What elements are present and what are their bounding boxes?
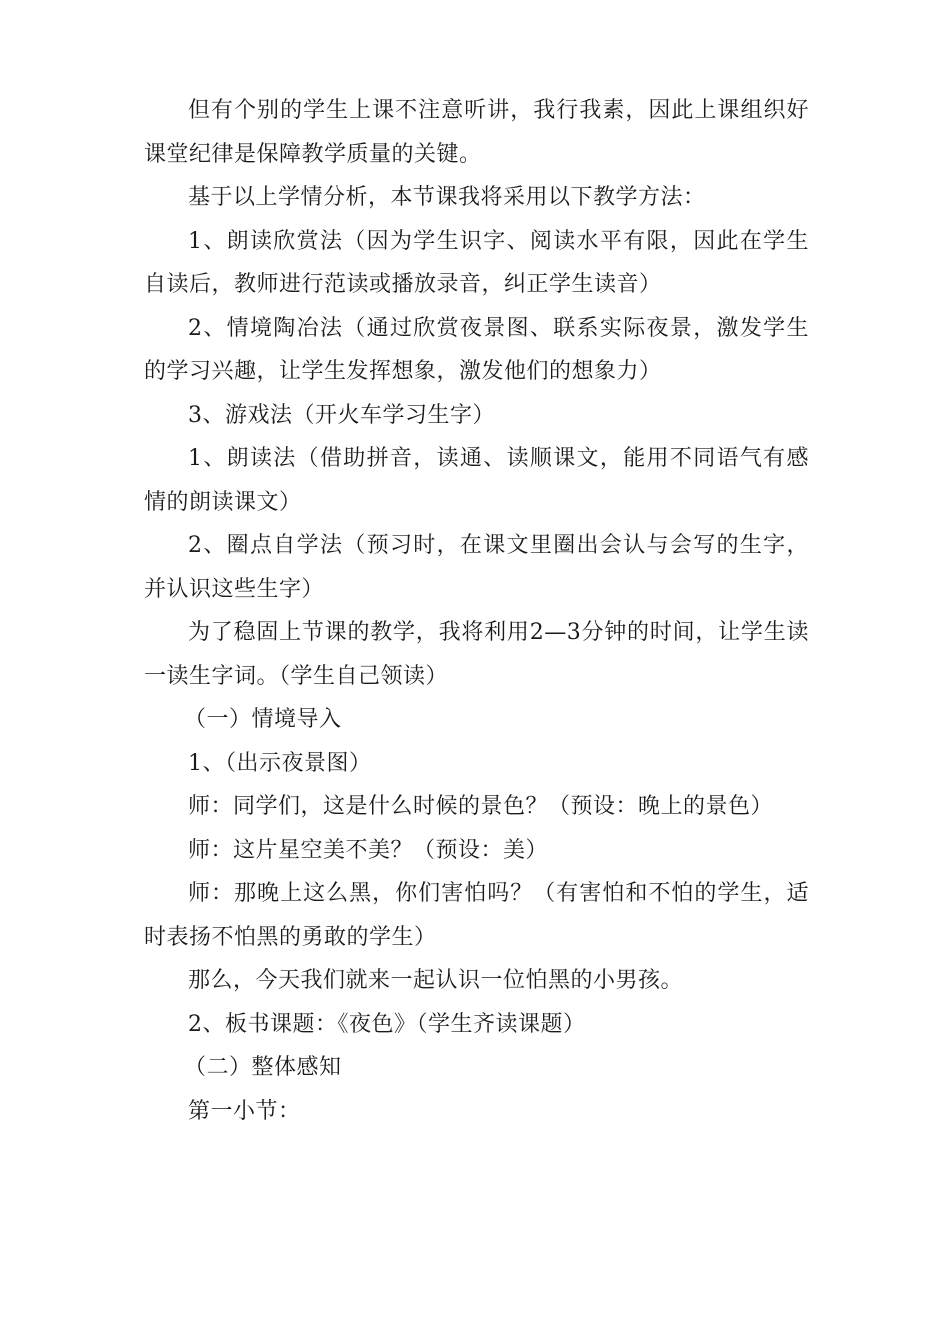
document-body bbox=[144, 89, 809, 1133]
paragraph-lesson-transition: 那么，今天我们就来一起认识一位怕黑的小男孩。 bbox=[188, 968, 684, 993]
paragraph-classroom-discipline: 但有个别的学生上课不注意听讲，我行我素，因此上课组织好课堂纪律是保障教学质量的关键。 bbox=[144, 98, 809, 167]
paragraph-method-reading-appreciation: 1、朗读欣赏法（因为学生识字、阅读水平有限，因此在学生自读后，教师进行范读或播放录音，纠正学生读音） bbox=[144, 228, 809, 297]
paragraph-method-situational: 2、情境陶冶法（通过欣赏夜景图、联系实际夜景，激发学生的学习兴趣，让学生发挥想象，激发他们的想象力） bbox=[144, 315, 809, 384]
dialogue-line-3: 师：那晚上这么黑，你们害怕吗？（有害怕和不怕的学生，适时表扬不怕黑的勇敢的学生） bbox=[144, 881, 809, 950]
section-heading-overall-perception: （二）整体感知 bbox=[184, 1055, 342, 1080]
paragraph-board-title: 2、板书课题：《夜色》（学生齐读课题） bbox=[188, 1011, 586, 1037]
paragraph-review: 为了稳固上节课的教学，我将利用2—3分钟的时间，让学生读一读生字词。（学生自己领读） bbox=[144, 620, 809, 689]
paragraph-methods-intro: 基于以上学情分析，本节课我将采用以下教学方法： bbox=[188, 185, 706, 210]
dialogue-line-1: 师：同学们，这是什么时候的景色？（预设：晚上的景色） bbox=[188, 794, 774, 819]
paragraph-show-night-picture: 1、（出示夜景图） bbox=[188, 750, 372, 776]
paragraph-method-self-study: 2、圈点自学法（预习时，在课文里圈出会认与会写的生字，并认识这些生字） bbox=[144, 533, 809, 602]
paragraph-method-reading: 1、朗读法（借助拼音，读通、读顺课文，能用不同语气有感情的朗读课文） bbox=[144, 446, 809, 515]
paragraph-method-game: 3、游戏法（开火车学习生字） bbox=[188, 402, 495, 428]
paragraph-first-section: 第一小节： bbox=[188, 1098, 301, 1124]
section-heading-introduction: （一）情境导入 bbox=[184, 707, 342, 732]
dialogue-line-2: 师：这片星空美不美？（预设：美） bbox=[188, 837, 549, 863]
